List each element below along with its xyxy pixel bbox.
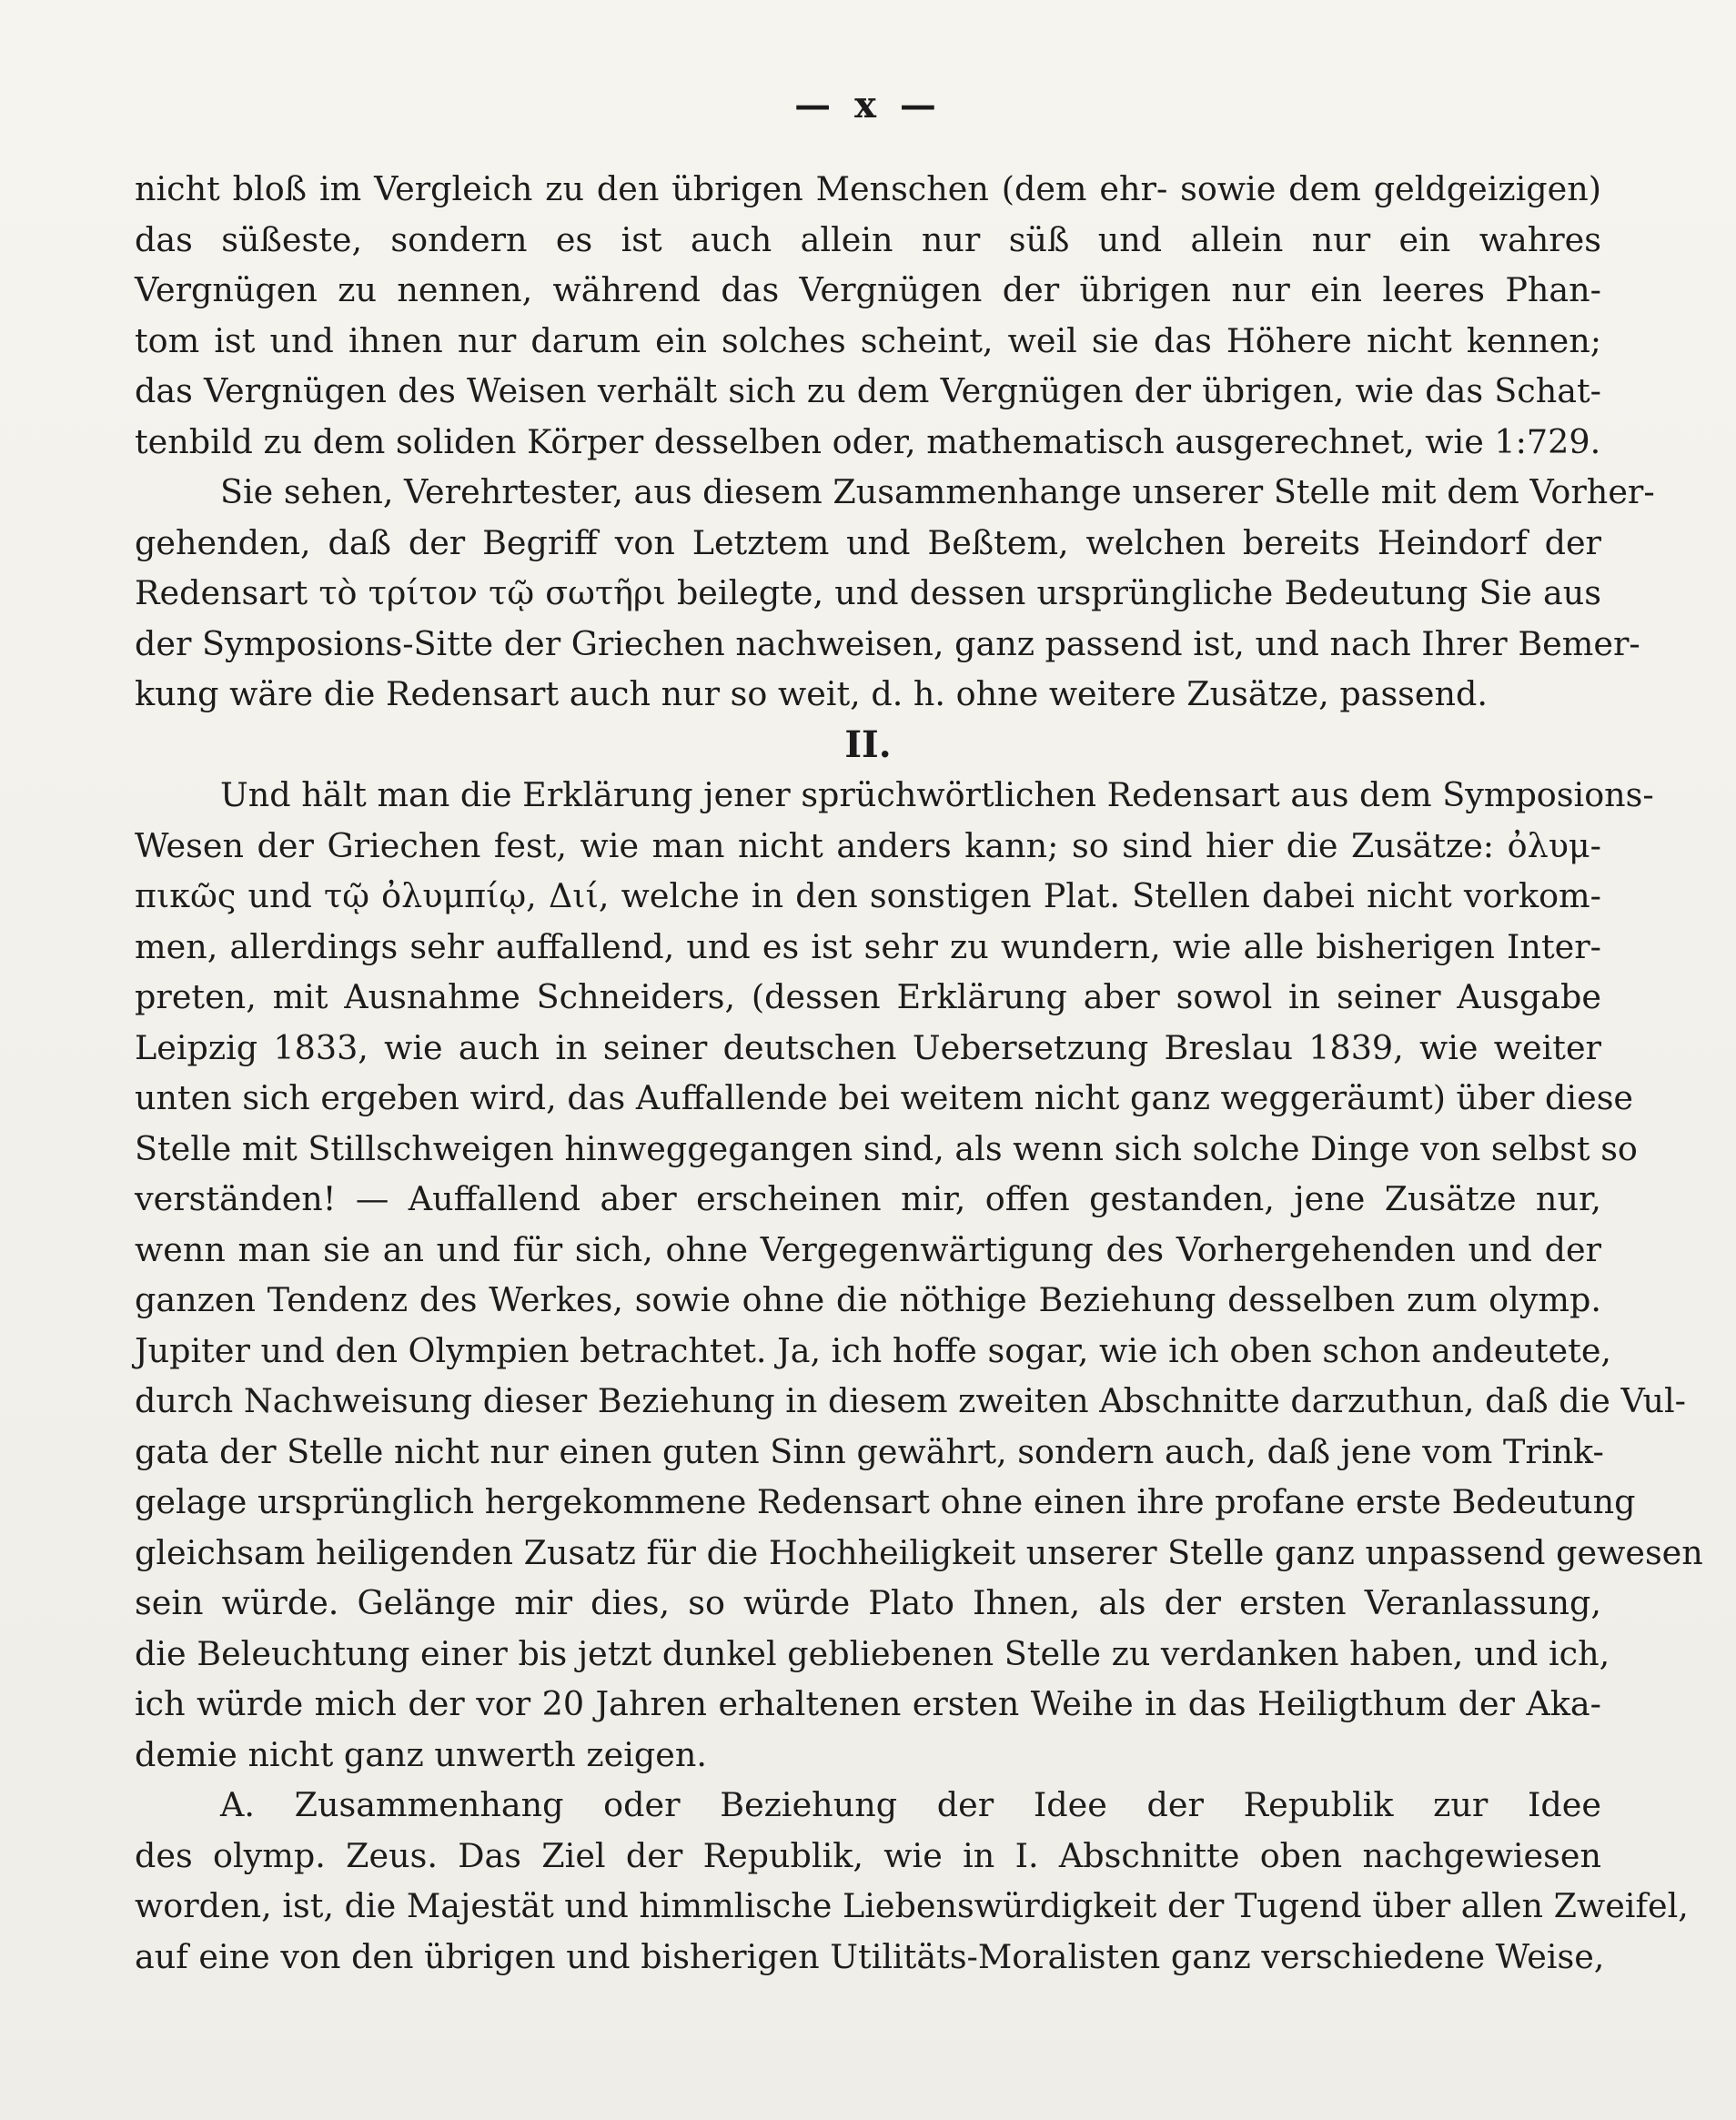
text-line: gehenden, daß der Begriff von Letztem und Beßtem, welchen bereits Heindorf der [135, 522, 1601, 562]
text-line: verständen! — Auffallend aber erscheinen mir, offen gestanden, jene Zusätze nur, [135, 1179, 1601, 1218]
text-line: gleichsam heiligenden Zusatz für die Hochheiligkeit unserer Stelle ganz unpassend gewesen [135, 1532, 1703, 1572]
text-line: Sie sehen, Verehrtester, aus diesem Zusammenhange unserer Stelle mit dem Vorher- [220, 472, 1655, 511]
text-line: demie nicht ganz unwerth zeigen. [135, 1734, 707, 1774]
text-line: Jupiter und den Olympien betrachtet. Ja, ich hoffe sogar, wie ich oben schon andeutete, [135, 1330, 1612, 1370]
text-line: πικῶς und τῷ ὀλυμπίῳ, Διί, welche in den sonstigen Plat. Stellen dabei nicht vorkom- [135, 876, 1601, 915]
text-line: des olymp. Zeus. Das Ziel der Republik, wie in I. Abschnitte oben nachgewiesen [135, 1835, 1601, 1875]
text-line: preten, mit Ausnahme Schneiders, (dessen Erklärung aber sowol in seiner Ausgabe [135, 977, 1601, 1016]
text-line: unten sich ergeben wird, das Auffallende bei weitem nicht ganz weggeräumt) über diese [135, 1078, 1634, 1117]
text-line: Stelle mit Stillschweigen hinweggegangen sind, als wenn sich solche Dinge von selbst so [135, 1128, 1638, 1168]
text-line: gelage ursprünglich hergekommene Redensart ohne einen ihre profane erste Bedeutung [135, 1482, 1636, 1521]
text-line: tom ist und ihnen nur darum ein solches scheint, weil sie das Höhere nicht kennen; [135, 320, 1601, 360]
text-line: men, allerdings sehr auffallend, und es ist sehr zu wundern, wie alle bisherigen Inter- [135, 926, 1601, 966]
text-line: ganzen Tendenz des Werkes, sowie ohne die nöthige Beziehung desselben zum olymp. [135, 1280, 1601, 1319]
text-line: nicht bloß im Vergleich zu den übrigen Menschen (dem ehr- sowie dem geldgeizigen) [135, 169, 1601, 208]
text-line: das Vergnügen des Weisen verhält sich zu dem Vergnügen der übrigen, wie das Schat- [135, 371, 1601, 410]
text-line: sein würde. Gelänge mir dies, so würde Plato Ihnen, als der ersten Veranlassung, [135, 1583, 1601, 1622]
text-line: tenbild zu dem soliden Körper desselben oder, mathematisch ausgerechnet, wie 1:729. [135, 421, 1601, 461]
text-line: wenn man sie an und für sich, ohne Vergegenwärtigung des Vorhergehenden und der [135, 1229, 1601, 1269]
text-line: kung wäre die Redensart auch nur so weit, d. h. ohne weitere Zusätze, passend. [135, 674, 1488, 713]
text-line: der Symposions-Sitte der Griechen nachweisen, ganz passend ist, und nach Ihrer Bemer- [135, 623, 1640, 663]
text-line: auf eine von den übrigen und bisherigen Utilitäts-Moralisten ganz verschiedene Weise, [135, 1936, 1605, 1976]
text-line: das süßeste, sondern es ist auch allein nur süß und allein nur ein wahres [135, 219, 1601, 259]
text-line: Und hält man die Erklärung jener sprüchwörtlichen Redensart aus dem Symposions- [220, 775, 1654, 814]
text-line: ich würde mich der vor 20 Jahren erhaltenen ersten Weihe in das Heiligthum der Aka- [135, 1684, 1601, 1723]
page-number: — x — [794, 84, 942, 126]
text-line: Leipzig 1833, wie auch in seiner deutschen Uebersetzung Breslau 1839, wie weiter [135, 1027, 1601, 1067]
text-line: Redensart τὸ τρίτον τῷ σωτῆρι beilegte, und dessen ursprüngliche Bedeutung Sie aus [135, 573, 1601, 612]
text-line: die Beleuchtung einer bis jetzt dunkel gebliebenen Stelle zu verdanken haben, und ich, [135, 1633, 1610, 1673]
text-line: worden, ist, die Majestät und himmlische Liebenswürdigkeit der Tugend über allen Zweifel, [135, 1886, 1689, 1925]
body-text [135, 164, 1703, 1982]
text-line: gata der Stelle nicht nur einen guten Sinn gewährt, sondern auch, daß jene vom Trink- [135, 1431, 1604, 1471]
text-line: durch Nachweisung dieser Beziehung in diesem zweiten Abschnitte darzuthun, daß die Vul- [135, 1381, 1687, 1420]
text-line: Wesen der Griechen fest, wie man nicht anders kann; so sind hier die Zusätze: ὀλυμ- [135, 825, 1601, 865]
text-line: Vergnügen zu nennen, während das Vergnügen der übrigen nur ein leeres Phan- [135, 270, 1601, 309]
text-line: A. Zusammenhang oder Beziehung der Idee der Republik zur Idee [220, 1785, 1601, 1824]
section-heading: II. [844, 722, 892, 766]
